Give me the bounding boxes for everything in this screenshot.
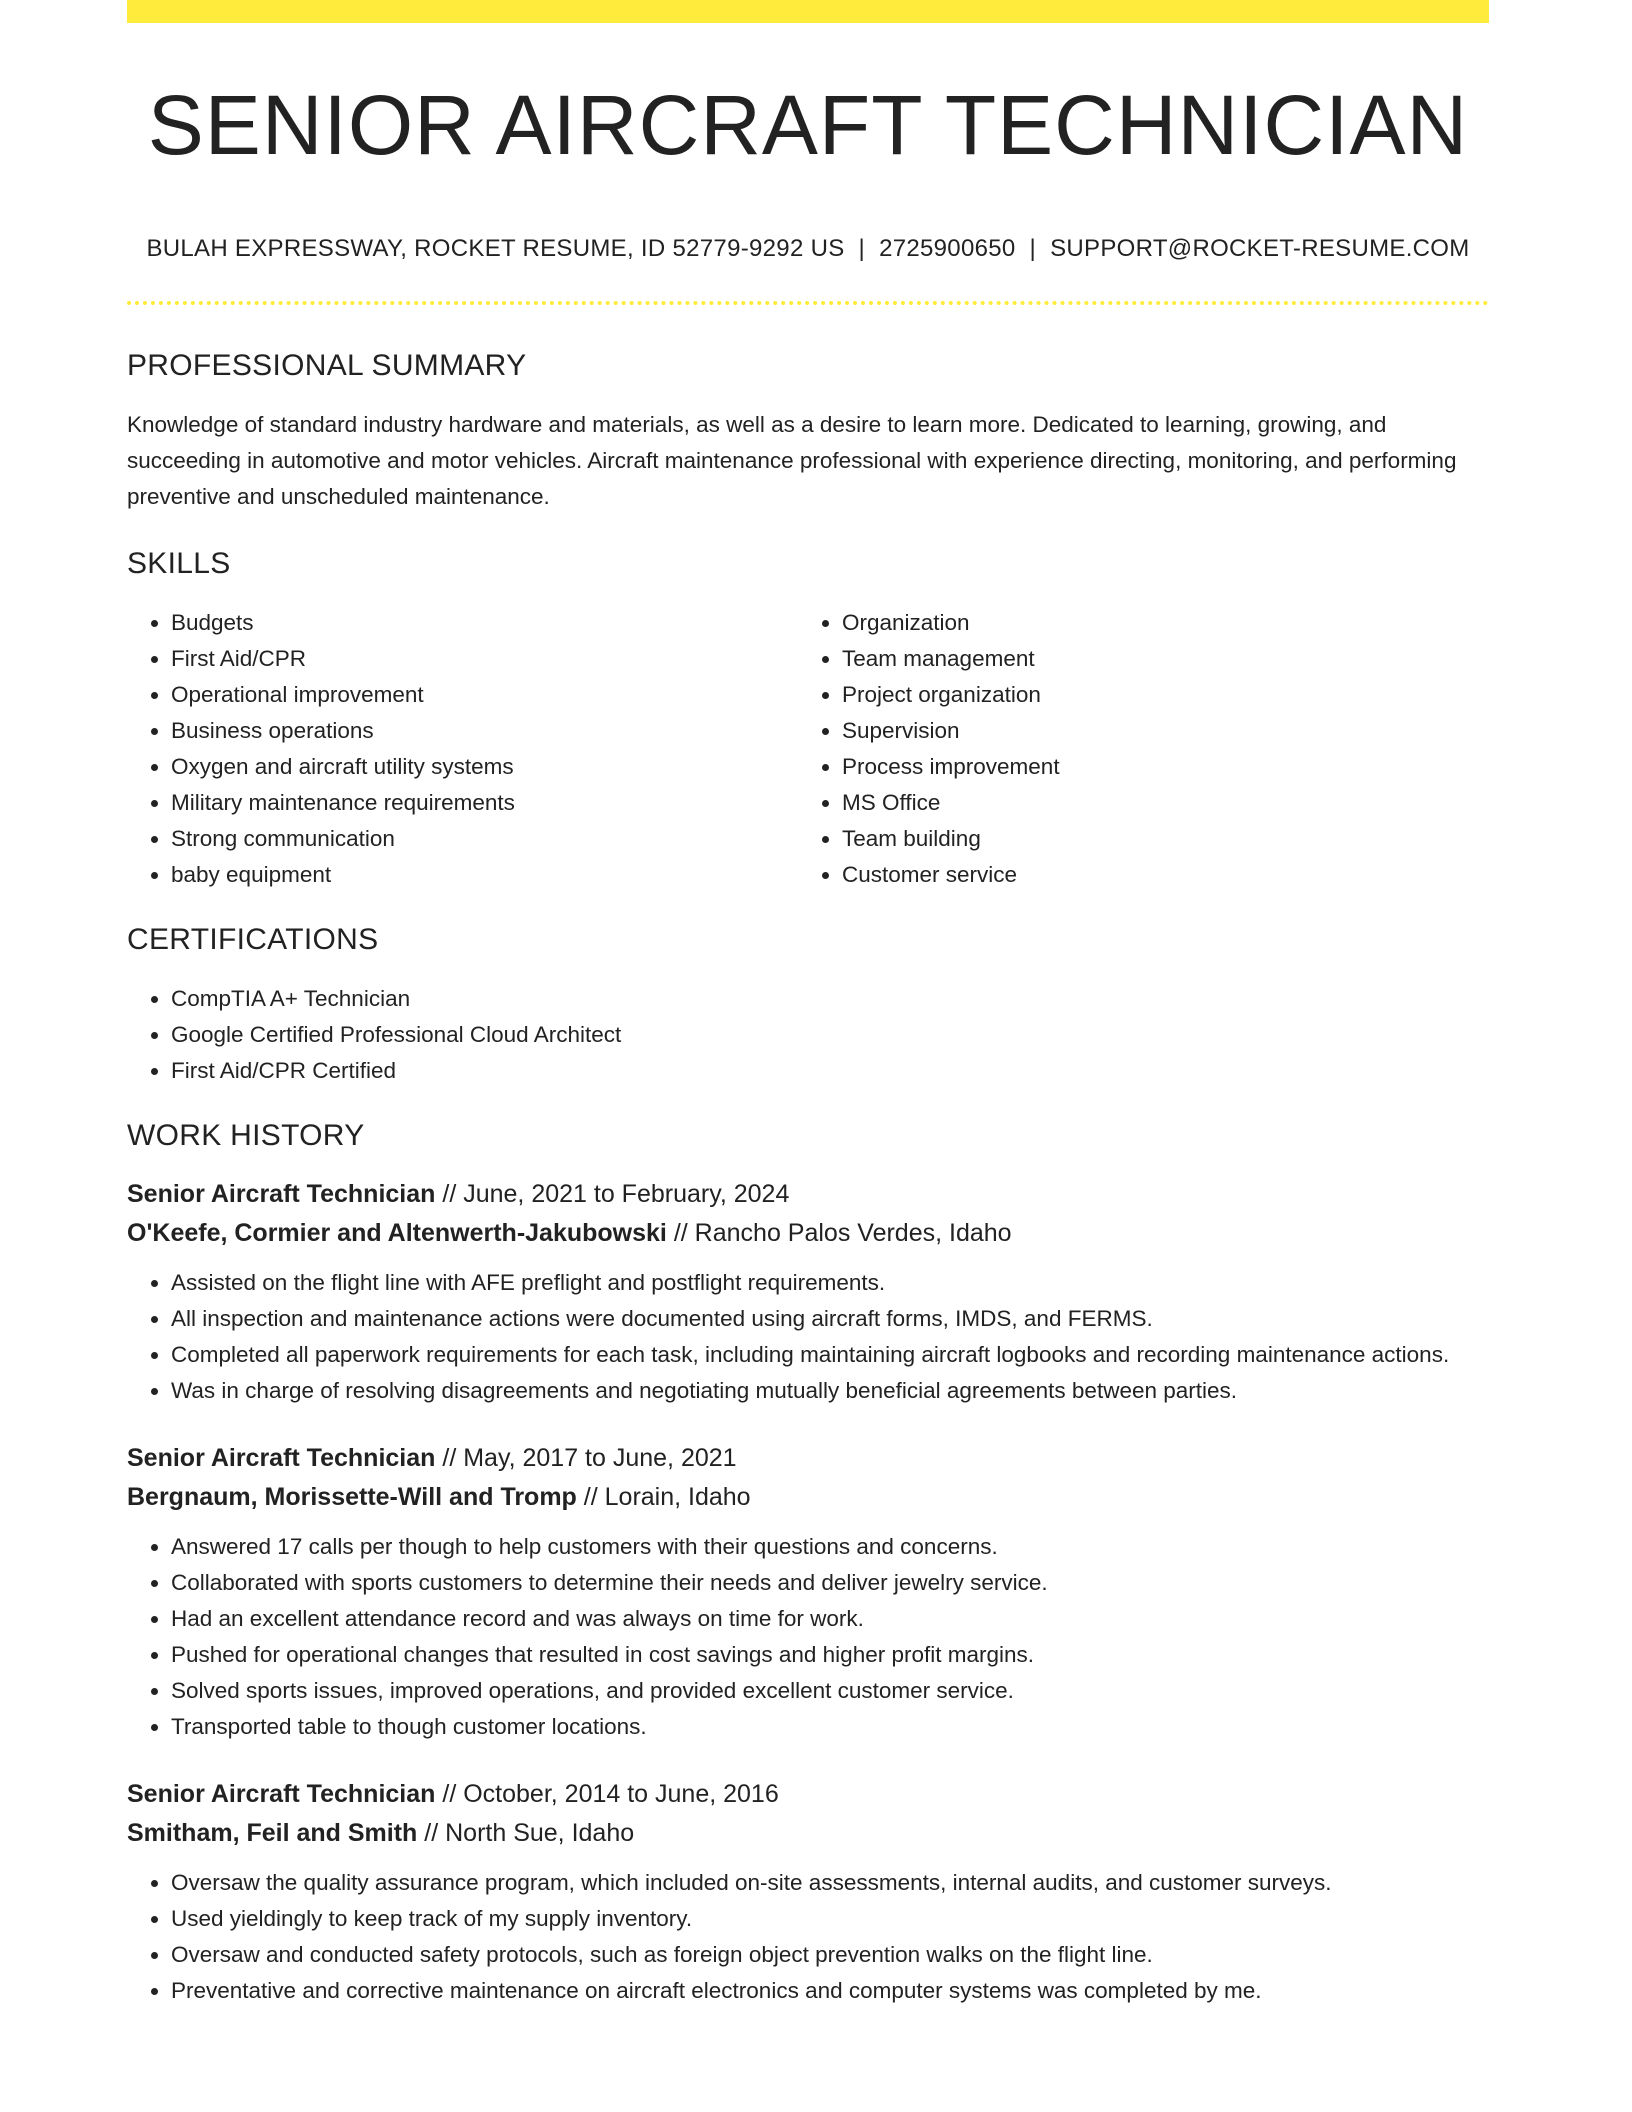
job-company-line bbox=[127, 1478, 1489, 1517]
contact-address: BULAH EXPRESSWAY, ROCKET RESUME, ID 52779-9292 US bbox=[146, 235, 845, 262]
job-bullet: • Answered 17 calls per though to help customers with their questions and concerns. bbox=[171, 1529, 1489, 1565]
certification-item: • CompTIA A+ Technician bbox=[171, 981, 1489, 1017]
job-bullet: • Solved sports issues, improved operations, and provided excellent customer service. bbox=[171, 1673, 1489, 1709]
job-separator: // bbox=[435, 1444, 464, 1472]
job-entry bbox=[127, 1439, 1489, 1745]
job-bullet: • Pushed for operational changes that resulted in cost savings and higher profit margins. bbox=[171, 1637, 1489, 1673]
skill-item: • Team management bbox=[842, 641, 1469, 677]
job-dates: May, 2017 to June, 2021 bbox=[463, 1444, 737, 1472]
skill-item: • Business operations bbox=[171, 713, 798, 749]
skill-item: • Project organization bbox=[842, 677, 1469, 713]
job-separator: // bbox=[576, 1483, 605, 1511]
skills-heading: SKILLS bbox=[127, 547, 231, 580]
dotted-divider bbox=[127, 301, 1489, 305]
job-bullet: • Had an excellent attendance record and was always on time for work. bbox=[171, 1601, 1489, 1637]
skill-item: • Team building bbox=[842, 821, 1469, 857]
job-company: Smitham, Feil and Smith bbox=[127, 1819, 418, 1847]
job-separator: // bbox=[435, 1180, 464, 1208]
job-company-line bbox=[127, 1814, 1489, 1853]
skill-item: • First Aid/CPR bbox=[171, 641, 798, 677]
job-entry bbox=[127, 1775, 1489, 2009]
job-bullet: • Used yieldingly to keep track of my supply inventory. bbox=[171, 1901, 1489, 1937]
certification-item: • Google Certified Professional Cloud Architect bbox=[171, 1017, 1489, 1053]
certifications-list bbox=[127, 981, 1489, 1089]
job-location: North Sue, Idaho bbox=[445, 1819, 635, 1847]
contact-phone: 2725900650 bbox=[879, 235, 1016, 262]
work-history-heading: WORK HISTORY bbox=[127, 1119, 365, 1152]
skills-right-list bbox=[798, 605, 1469, 893]
job-bullet: • All inspection and maintenance actions were documented using aircraft forms, IMDS, and FERMS. bbox=[171, 1301, 1489, 1337]
job-separator: // bbox=[435, 1780, 464, 1808]
job-title: Senior Aircraft Technician bbox=[127, 1780, 436, 1808]
skill-item: • Operational improvement bbox=[171, 677, 798, 713]
job-company-line bbox=[127, 1214, 1489, 1253]
job-location: Lorain, Idaho bbox=[604, 1483, 751, 1511]
job-location: Rancho Palos Verdes, Idaho bbox=[694, 1219, 1012, 1247]
skills-grid bbox=[127, 605, 1489, 893]
job-company: Bergnaum, Morissette-Will and Tromp bbox=[127, 1483, 577, 1511]
job-bullets bbox=[127, 1265, 1489, 1409]
contact-separator: | bbox=[1029, 235, 1037, 262]
job-bullet: • Oversaw the quality assurance program, which included on-site assessments, internal audits, and customer surveys. bbox=[171, 1865, 1489, 1901]
skill-item: • Supervision bbox=[842, 713, 1469, 749]
job-title-line bbox=[127, 1775, 1489, 1814]
skill-item: • Oxygen and aircraft utility systems bbox=[171, 749, 798, 785]
skill-item: • Organization bbox=[842, 605, 1469, 641]
skill-item: • MS Office bbox=[842, 785, 1469, 821]
job-bullets bbox=[127, 1865, 1489, 2009]
job-dates: June, 2021 to February, 2024 bbox=[463, 1180, 790, 1208]
job-title: Senior Aircraft Technician bbox=[127, 1444, 436, 1472]
job-bullet: • Assisted on the flight line with AFE preflight and postflight requirements. bbox=[171, 1265, 1489, 1301]
contact-separator: | bbox=[858, 235, 866, 262]
job-bullet: • Collaborated with sports customers to determine their needs and deliver jewelry service. bbox=[171, 1565, 1489, 1601]
skill-item: • Customer service bbox=[842, 857, 1469, 893]
job-bullets bbox=[127, 1529, 1489, 1745]
job-dates: October, 2014 to June, 2016 bbox=[463, 1780, 779, 1808]
job-bullet: • Completed all paperwork requirements for each task, including maintaining aircraft logbooks and recording maintenance actions. bbox=[171, 1337, 1489, 1373]
skill-item: • Budgets bbox=[171, 605, 798, 641]
job-bullet: • Transported table to though customer locations. bbox=[171, 1709, 1489, 1745]
skill-item: • Strong communication bbox=[171, 821, 798, 857]
accent-top-bar bbox=[127, 0, 1489, 23]
certification-item: • First Aid/CPR Certified bbox=[171, 1053, 1489, 1089]
job-separator: // bbox=[666, 1219, 695, 1247]
job-bullet: • Preventative and corrective maintenance on aircraft electronics and computer systems was completed by me. bbox=[171, 1973, 1489, 2009]
contact-email: SUPPORT@ROCKET-RESUME.COM bbox=[1050, 235, 1470, 262]
summary-text: Knowledge of standard industry hardware and materials, as well as a desire to learn more. Dedicated to learning, growing, and succeeding in automotive and motor vehicles. Aircraft maintenance professional with experience directing, monitoring, and performing preventive and unscheduled maintenance. bbox=[127, 412, 1457, 509]
job-bullet: • Oversaw and conducted safety protocols, such as foreign object prevention walks on the flight line. bbox=[171, 1937, 1489, 1973]
job-title-line bbox=[127, 1439, 1489, 1478]
job-title-line bbox=[127, 1175, 1489, 1214]
job-title: Senior Aircraft Technician bbox=[127, 1180, 436, 1208]
job-company: O'Keefe, Cormier and Altenwerth-Jakubowski bbox=[127, 1219, 667, 1247]
skill-item: • Process improvement bbox=[842, 749, 1469, 785]
job-separator: // bbox=[417, 1819, 446, 1847]
summary-heading: PROFESSIONAL SUMMARY bbox=[127, 349, 527, 382]
skill-item: • Military maintenance requirements bbox=[171, 785, 798, 821]
work-history-list bbox=[127, 1175, 1489, 2009]
job-entry bbox=[127, 1175, 1489, 1409]
resume-page bbox=[127, 0, 1489, 2009]
resume-name: SENIOR AIRCRAFT TECHNICIAN bbox=[147, 78, 1469, 172]
certifications-heading: CERTIFICATIONS bbox=[127, 923, 379, 956]
skills-left-list bbox=[127, 605, 798, 893]
contact-line bbox=[127, 235, 1489, 263]
skill-item: • baby equipment bbox=[171, 857, 798, 893]
job-bullet: • Was in charge of resolving disagreements and negotiating mutually beneficial agreements between parties. bbox=[171, 1373, 1489, 1409]
